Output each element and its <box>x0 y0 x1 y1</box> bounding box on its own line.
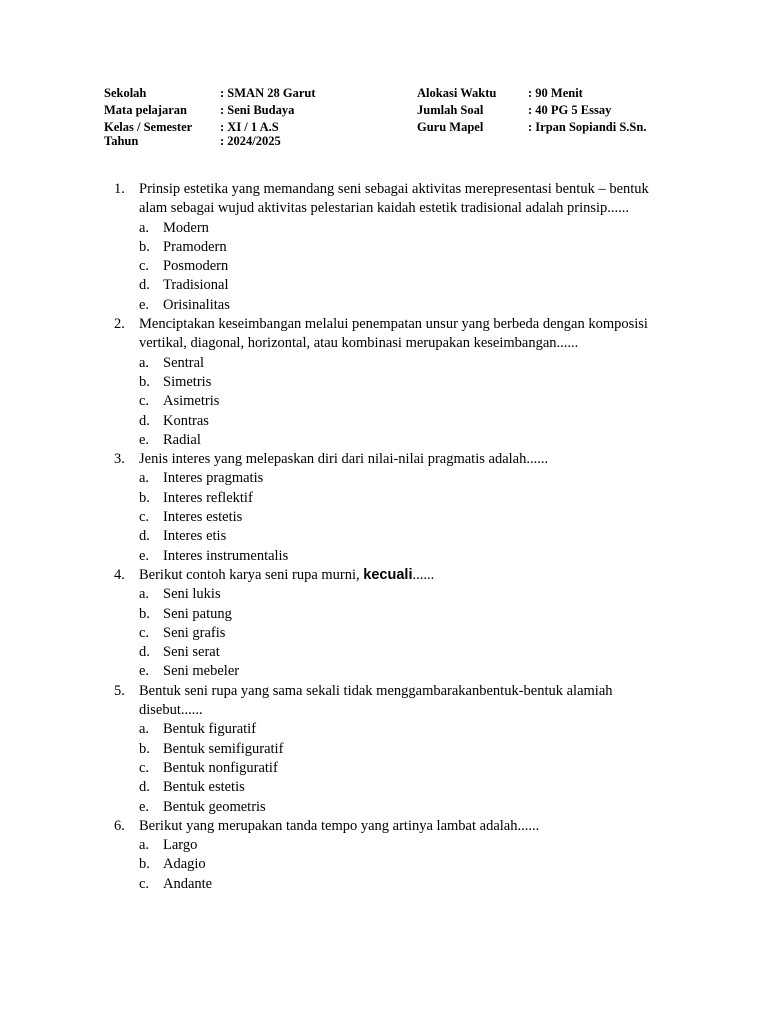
header-row-3 <box>104 120 704 134</box>
option-letter: a. <box>139 837 150 854</box>
option-text: Interes etis <box>163 528 227 545</box>
option-text: Interes instrumentalis <box>163 547 289 564</box>
option-text: Bentuk nonfiguratif <box>163 759 278 776</box>
option-item <box>139 392 654 411</box>
option-text: Interes reflektif <box>163 489 253 506</box>
option-letter: c. <box>139 393 150 410</box>
option-item <box>139 508 654 527</box>
question-2 <box>114 315 654 450</box>
option-text: Simetris <box>163 373 212 390</box>
option-item <box>139 798 654 817</box>
option-letter: b. <box>139 373 150 390</box>
question-text: Prinsip estetika yang memandang seni sebagai aktivitas merepresentasi bentuk – bentuk alam sebagai wujud aktivitas pelestarian kaidah estetik tradisional adalah prinsip...... <box>139 181 649 217</box>
option-item <box>139 257 654 276</box>
question-6 <box>114 817 654 894</box>
option-letter: d. <box>139 277 150 294</box>
option-letter: b. <box>139 238 150 255</box>
option-item <box>139 489 654 508</box>
option-text: Bentuk geometris <box>163 798 266 815</box>
option-item <box>139 740 654 759</box>
sekolah-label: Sekolah <box>104 86 147 100</box>
guru-mapel-label: Guru Mapel <box>417 120 484 134</box>
option-item <box>139 778 654 797</box>
option-text: Interes estetis <box>163 509 243 526</box>
option-letter: d. <box>139 412 150 429</box>
option-text: Sentral <box>163 354 205 371</box>
option-item <box>139 624 654 643</box>
option-letter: d. <box>139 644 150 661</box>
option-text: Bentuk semifiguratif <box>163 740 284 757</box>
kelas-semester-label: Kelas / Semester <box>104 120 193 134</box>
option-letter: e. <box>139 296 150 313</box>
option-item <box>139 855 654 874</box>
jumlah-soal-value: : 40 PG 5 Essay <box>528 103 612 117</box>
option-letter: a. <box>139 219 150 236</box>
option-text: Interes pragmatis <box>163 470 264 487</box>
question-text: Jenis interes yang melepaskan diri dari nilai-nilai pragmatis adalah...... <box>139 451 549 468</box>
option-text: Tradisional <box>163 277 229 294</box>
option-item <box>139 585 654 604</box>
option-item <box>139 875 654 894</box>
option-text: Bentuk figuratif <box>163 721 257 738</box>
question-text-start: Berikut contoh karya seni rupa murni, <box>139 566 364 583</box>
option-letter: a. <box>139 470 150 487</box>
option-item <box>139 412 654 431</box>
option-text: Seni serat <box>163 644 220 661</box>
alokasi-waktu-label: Alokasi Waktu <box>417 86 497 100</box>
option-letter: b. <box>139 489 150 506</box>
option-item <box>139 720 654 739</box>
question-number: 5. <box>114 682 125 699</box>
option-letter: c. <box>139 875 150 892</box>
sekolah-value: : SMAN 28 Garut <box>220 86 316 100</box>
option-item <box>139 527 654 546</box>
exam-header <box>104 86 704 151</box>
kelas-semester-value: : XI / 1 A.S <box>220 120 279 134</box>
question-text-end: ...... <box>412 566 435 583</box>
option-item <box>139 836 654 855</box>
option-letter: e. <box>139 798 150 815</box>
option-letter: e. <box>139 663 150 680</box>
tahun-label: Tahun <box>104 134 139 148</box>
option-item <box>139 469 654 488</box>
option-letter: b. <box>139 740 150 757</box>
question-list <box>114 180 654 894</box>
option-letter: c. <box>139 258 150 275</box>
option-item <box>139 219 654 238</box>
option-item <box>139 238 654 257</box>
option-item <box>139 662 654 681</box>
question-number: 3. <box>114 451 125 468</box>
option-text: Seni mebeler <box>163 663 240 680</box>
option-text: Posmodern <box>163 258 229 275</box>
question-text: Berikut yang merupakan tanda tempo yang artinya lambat adalah...... <box>139 817 540 834</box>
option-letter: c. <box>139 759 150 776</box>
option-item <box>139 759 654 778</box>
option-text: Seni lukis <box>163 586 221 603</box>
option-text: Andante <box>163 875 213 892</box>
option-text: Kontras <box>163 412 209 429</box>
question-number: 4. <box>114 566 125 583</box>
option-letter: e. <box>139 431 150 448</box>
option-letter: c. <box>139 624 150 641</box>
option-text: Bentuk estetis <box>163 779 245 796</box>
question-5 <box>114 682 654 817</box>
option-letter: d. <box>139 779 150 796</box>
option-letter: d. <box>139 528 150 545</box>
header-row-4 <box>104 134 704 151</box>
question-number: 1. <box>114 181 125 197</box>
option-text: Seni patung <box>163 605 232 622</box>
option-letter: b. <box>139 605 150 622</box>
alokasi-waktu-value: : 90 Menit <box>528 86 583 100</box>
option-text: Seni grafis <box>163 624 226 641</box>
option-item <box>139 605 654 624</box>
option-item <box>139 547 654 566</box>
question-text <box>139 566 654 585</box>
option-item <box>139 276 654 295</box>
option-text: Radial <box>163 431 201 448</box>
question-number: 6. <box>114 817 125 834</box>
option-letter: c. <box>139 509 150 526</box>
option-text: Adagio <box>163 856 206 873</box>
guru-mapel-value: : Irpan Sopiandi S.Sn. <box>528 120 647 134</box>
option-letter: a. <box>139 586 150 603</box>
question-4 <box>114 566 654 682</box>
header-row-1 <box>104 86 704 103</box>
option-text: Largo <box>163 837 198 854</box>
option-text: Asimetris <box>163 393 220 410</box>
header-row-2 <box>104 103 704 120</box>
question-3 <box>114 450 654 566</box>
option-text: Modern <box>163 219 209 236</box>
option-item <box>139 431 654 450</box>
option-item <box>139 354 654 373</box>
option-letter: b. <box>139 856 150 873</box>
question-1 <box>114 180 654 315</box>
question-number: 2. <box>114 316 125 333</box>
question-text: Bentuk seni rupa yang sama sekali tidak menggambarakanbentuk-bentuk alamiah disebut...... <box>139 682 613 719</box>
question-keyword-kecuali: kecuali <box>363 566 413 583</box>
option-item <box>139 373 654 392</box>
option-text: Orisinalitas <box>163 296 230 313</box>
mata-pelajaran-value: : Seni Budaya <box>220 103 295 117</box>
mata-pelajaran-label: Mata pelajaran <box>104 103 187 117</box>
option-item <box>139 643 654 662</box>
option-letter: a. <box>139 354 150 371</box>
option-letter: e. <box>139 547 150 564</box>
option-item <box>139 296 654 315</box>
option-text: Pramodern <box>163 238 227 255</box>
tahun-value: : 2024/2025 <box>220 134 281 148</box>
jumlah-soal-label: Jumlah Soal <box>417 103 484 117</box>
option-letter: a. <box>139 721 150 738</box>
question-text: Menciptakan keseimbangan melalui penempatan unsur yang berbeda dengan komposisi vertikal, diagonal, horizontal, atau kombinasi merupakan keseimbangan...... <box>139 316 648 352</box>
